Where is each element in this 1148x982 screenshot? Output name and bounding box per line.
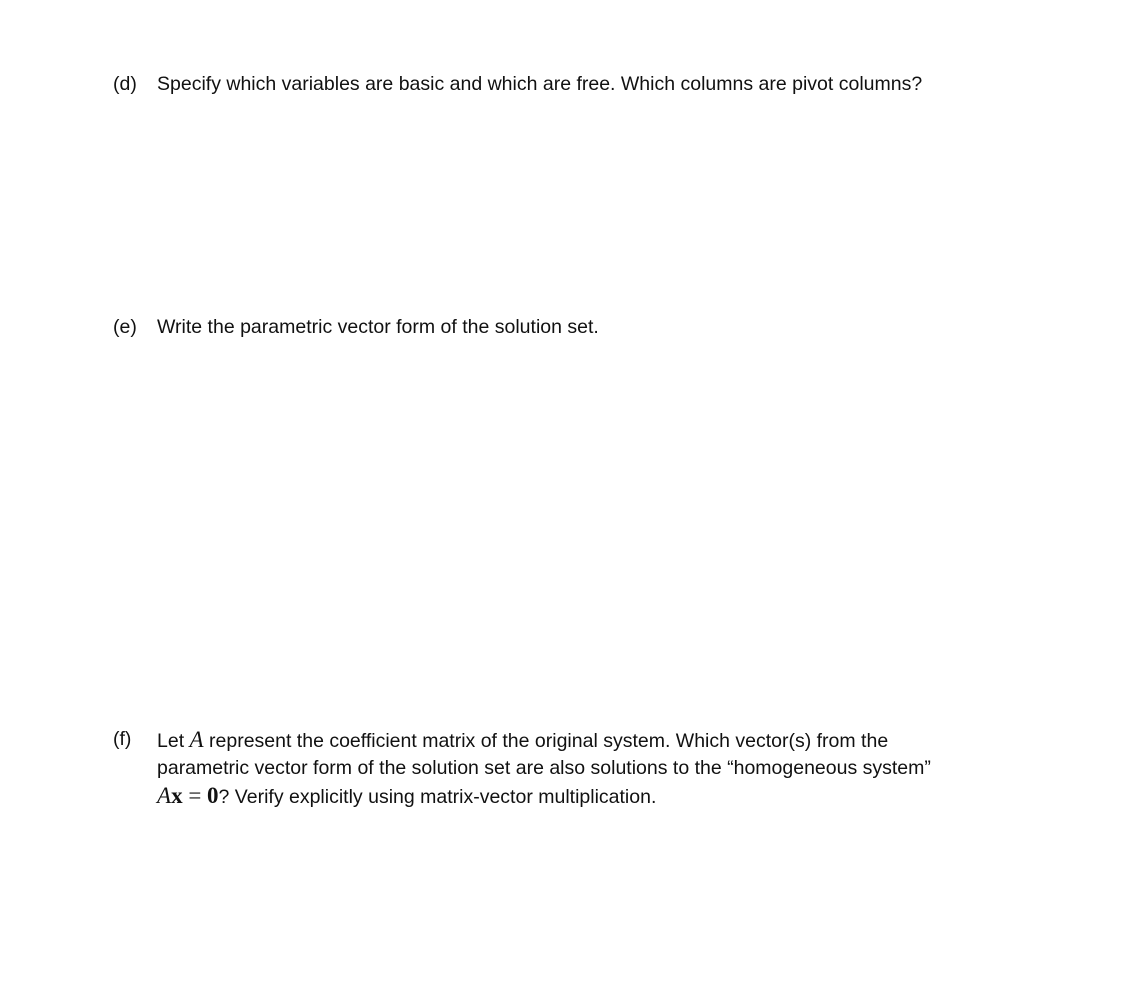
question-e-line: Write the parametric vector form of the solution set. — [157, 316, 599, 338]
question-f-line-2: parametric vector form of the solution set are also solutions to the “homogeneous system” — [157, 757, 931, 779]
math-vector-x: x — [171, 783, 183, 808]
math-equals: = — [182, 783, 208, 808]
math-zero-vector: 0 — [207, 783, 219, 808]
question-d-label: (d) — [113, 73, 137, 95]
question-f-label: (f) — [113, 728, 132, 750]
question-e-text — [157, 314, 1057, 341]
question-f-line-3-post: ? Verify explicitly using matrix-vector multiplication. — [218, 786, 657, 808]
question-f-line-1-post: represent the coefficient matrix of the original system. Which vector(s) from the — [203, 730, 889, 752]
math-matrix-a-2: A — [157, 783, 172, 808]
question-f-line-1 — [157, 726, 1057, 755]
question-f-text — [157, 726, 1057, 811]
question-d-line: Specify which variables are basic and which are free. Which columns are pivot columns? — [157, 73, 923, 95]
math-matrix-a: A — [189, 727, 204, 752]
question-d-text — [157, 71, 1057, 98]
question-f-line-1-pre: Let — [157, 730, 190, 752]
question-e-label: (e) — [113, 316, 137, 338]
question-f-line-3 — [157, 782, 1057, 811]
